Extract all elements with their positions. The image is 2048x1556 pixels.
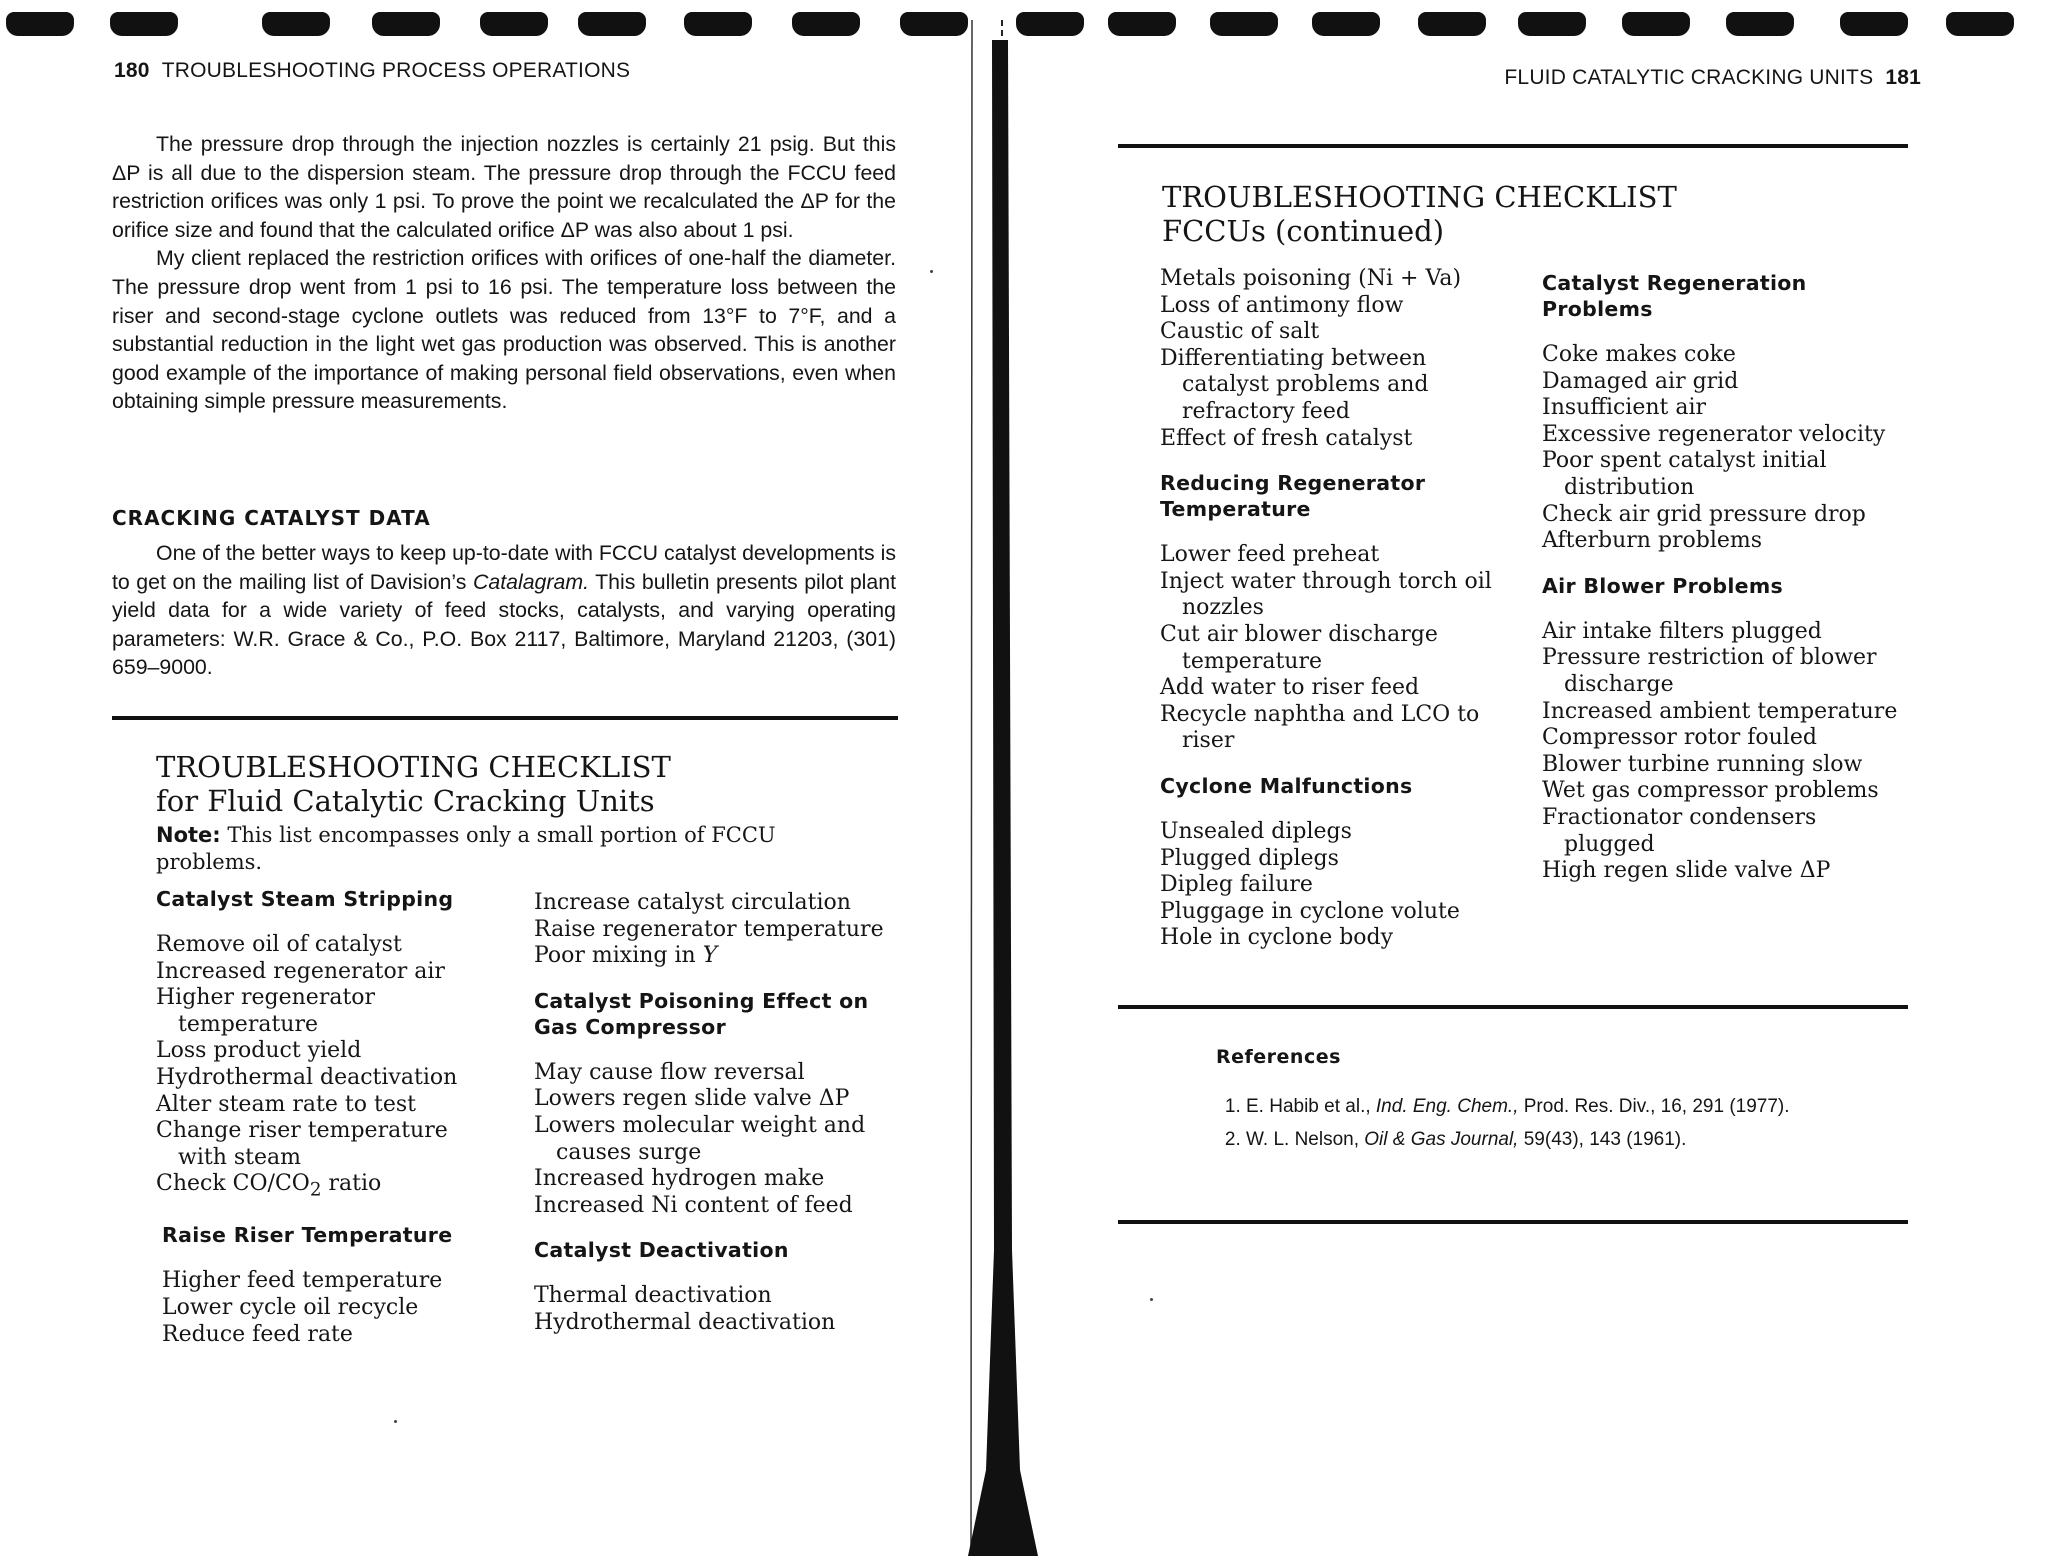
list-item: Raise regenerator temperature (534, 916, 884, 942)
subsection-heading: Cyclone Malfunctions (1160, 773, 1413, 798)
checklist-title (156, 750, 671, 818)
list-item: Increased hydrogen make (534, 1166, 825, 1192)
checklist-items (1160, 542, 1512, 755)
list-item: Afterburn problems (1542, 528, 1763, 554)
list-item: Metals poisoning (Ni + Va) (1160, 266, 1462, 291)
checklist-items (1542, 619, 1902, 885)
book-spine-gutter (968, 0, 1038, 1556)
list-item: Remove oil of catalyst (156, 932, 402, 957)
list-item: Higher feed temperature (162, 1268, 443, 1294)
intro-text (112, 130, 896, 416)
subsection-heading: Air Blower Problems (1542, 573, 1784, 598)
list-item: Increased Ni content of feed (534, 1192, 853, 1218)
checklist-title-line1: TROUBLESHOOTING CHECKLIST (156, 750, 671, 784)
references (1216, 1044, 1856, 1159)
scan-speck (1150, 1298, 1153, 1301)
checklist-items (1542, 342, 1902, 555)
paragraph: My client replaced the restriction orifices with orifices of one-half the diameter. The pressure drop went from 1 psi to 16 psi. The temperature loss between the riser and second-stage cyclone outlets was reduced from 13°F to 7°F, and a substantial reduction in the light wet gas production was observed. This is another good example of the importance of making personal field observations, even when obtaining simple pressure measurements. (112, 246, 896, 414)
list-item: Check $CO/CO_2$ ratio (156, 1171, 382, 1201)
left-checklist-column-1 (156, 886, 486, 1366)
scan-speck (394, 1420, 397, 1423)
reference-item: 1. E. Habib et al., Ind. Eng. Chem., Prod. Res. Div., 16, 291 (1977). (1246, 1093, 1856, 1120)
subsection-heading: Catalyst Steam Stripping (156, 887, 454, 911)
list-item: Thermal deactivation (534, 1283, 772, 1309)
list-item: May cause flow reversal (534, 1059, 805, 1085)
list-item: Loss of antimony flow (1160, 292, 1404, 318)
list-item: Loss product yield (156, 1038, 362, 1064)
list-item: Inject water through torch oil nozzles (1160, 568, 1492, 621)
note-text: This list encompasses only a small portion of FCCU problems. (156, 823, 776, 874)
list-item: Wet gas compressor problems (1542, 778, 1879, 804)
list-item: Damaged air grid (1542, 368, 1739, 394)
subsection-heading: Catalyst Deactivation (534, 1238, 789, 1263)
list-item: Lowers molecular weight and causes surge (534, 1112, 866, 1165)
list-item: Poor mixing in Y (534, 943, 718, 969)
list-item: High regen slide valve ΔP (1542, 858, 1831, 884)
right-running-head (1504, 66, 1921, 90)
checklist-items (156, 932, 486, 1204)
left-checklist-column-2 (534, 890, 884, 1355)
checklist-title-line2: FCCUs (continued) (1162, 214, 1445, 248)
list-item: Poor spent catalyst initial distribution (1542, 448, 1827, 500)
right-page-number: 181 (1885, 66, 1921, 89)
checklist-items (534, 890, 884, 970)
right-page (1038, 0, 2048, 1556)
reference-item: 2. W. L. Nelson, Oil & Gas Journal, 59(43), 143 (1961). (1246, 1126, 1856, 1153)
left-running-title: TROUBLESHOOTING PROCESS OPERATIONS (161, 59, 631, 82)
list-item: Change riser temperature with steam (156, 1118, 448, 1170)
list-item: Reduce feed rate (162, 1321, 353, 1347)
catalyst-data-text (112, 539, 896, 682)
checklist-note (156, 822, 868, 876)
scan-speck (930, 270, 933, 273)
list-item: Cut air blower discharge temperature (1160, 621, 1438, 674)
right-checklist-column-2 (1542, 270, 1902, 903)
list-item: Recycle naphtha and LCO to riser (1160, 701, 1480, 754)
list-item: Lower cycle oil recycle (162, 1294, 419, 1320)
list-item: Air intake filters plugged (1542, 618, 1822, 644)
list-item: Hydrothermal deactivation (156, 1064, 458, 1090)
references-bottom-rule (1118, 1220, 1908, 1224)
checklist-items (534, 1283, 884, 1336)
list-item: Plugged diplegs (1160, 845, 1339, 871)
list-item: Fractionator condensers plugged (1542, 804, 1817, 857)
list-item: Blower turbine running slow (1542, 751, 1863, 777)
checklist-top-rule (1118, 144, 1908, 148)
list-item: Add water to riser feed (1160, 675, 1420, 701)
list-item: Insufficient air (1542, 395, 1707, 421)
left-page (0, 0, 968, 1556)
list-item: Pressure restriction of blower discharge (1542, 645, 1877, 697)
list-item: Unsealed diplegs (1160, 818, 1352, 844)
list-item: Excessive regenerator velocity (1542, 421, 1886, 447)
list-item: Increased regenerator air (156, 958, 445, 984)
list-item: Differentiating between catalyst problems and refractory feed (1160, 345, 1429, 424)
section-heading-catalyst-data: CRACKING CATALYST DATA (112, 506, 431, 530)
list-item: Check air grid pressure drop (1542, 501, 1866, 527)
bulletin-title: Catalagram. (472, 569, 589, 594)
checklist-items (1160, 819, 1512, 952)
note-label: Note: (156, 823, 221, 847)
checklist-items (534, 1060, 884, 1220)
list-item: Caustic of salt (1160, 319, 1320, 345)
checklist-top-rule (112, 716, 898, 720)
list-item: Hydrothermal deactivation (534, 1309, 836, 1335)
references-heading: References (1216, 1046, 1341, 1068)
list-item: Coke makes coke (1542, 342, 1736, 367)
list-item: Higher regenerator temperature (156, 985, 376, 1037)
list-item: Hole in cyclone body (1160, 925, 1394, 951)
list-item: Increased ambient temperature (1542, 698, 1898, 724)
checklist-items (162, 1268, 486, 1348)
paragraph: The pressure drop through the injection nozzles is certainly 21 psig. But this ΔP is all due to the dispersion steam. The pressure drop through the FCCU feed restriction orifices was only 1 psi. To prove the point we recalculated the ΔP for the orifice size and found that the calculated orifice ΔP was also about 1 psi. (112, 132, 896, 242)
checklist-title-line2: for Fluid Catalytic Cracking Units (156, 784, 655, 818)
subsection-heading: Reducing Regenerator Temperature (1160, 471, 1426, 522)
subsection-heading: Catalyst Regeneration Problems (1542, 271, 1807, 321)
list-item: Effect of fresh catalyst (1160, 425, 1413, 451)
list-item: Lower feed preheat (1160, 542, 1380, 568)
checklist-items (1160, 266, 1512, 452)
checklist-title (1162, 180, 1677, 248)
list-item: Alter steam rate to test (156, 1091, 416, 1117)
list-item: Increase catalyst circulation (534, 890, 851, 915)
references-top-rule (1118, 1005, 1908, 1009)
list-item: Dipleg failure (1160, 872, 1313, 898)
references-list (1216, 1093, 1856, 1153)
right-checklist-column-1 (1160, 266, 1512, 970)
left-running-head (114, 59, 630, 83)
list-item: Compressor rotor fouled (1542, 725, 1817, 751)
list-item: Lowers regen slide valve ΔP (534, 1086, 850, 1112)
left-page-number: 180 (114, 59, 150, 82)
subsection-heading: Raise Riser Temperature (162, 1223, 453, 1248)
subsection-heading: Catalyst Poisoning Effect on Gas Compressor (534, 988, 869, 1039)
list-item: Pluggage in cyclone volute (1160, 898, 1460, 924)
checklist-title-line1: TROUBLESHOOTING CHECKLIST (1162, 180, 1677, 214)
paragraph: One of the better ways to keep up-to-date with FCCU catalyst developments is to get on the mailing list of Davision’s Catalagram. This bulletin presents pilot plant yield data for a wide variety of feed stocks, catalysts, and varying operating parameters: W.R. Grace & Co., P.O. Box 2117, Baltimore, Maryland 21203, (301) 659–9000. (112, 541, 896, 680)
right-running-title: FLUID CATALYTIC CRACKING UNITS (1504, 66, 1874, 89)
